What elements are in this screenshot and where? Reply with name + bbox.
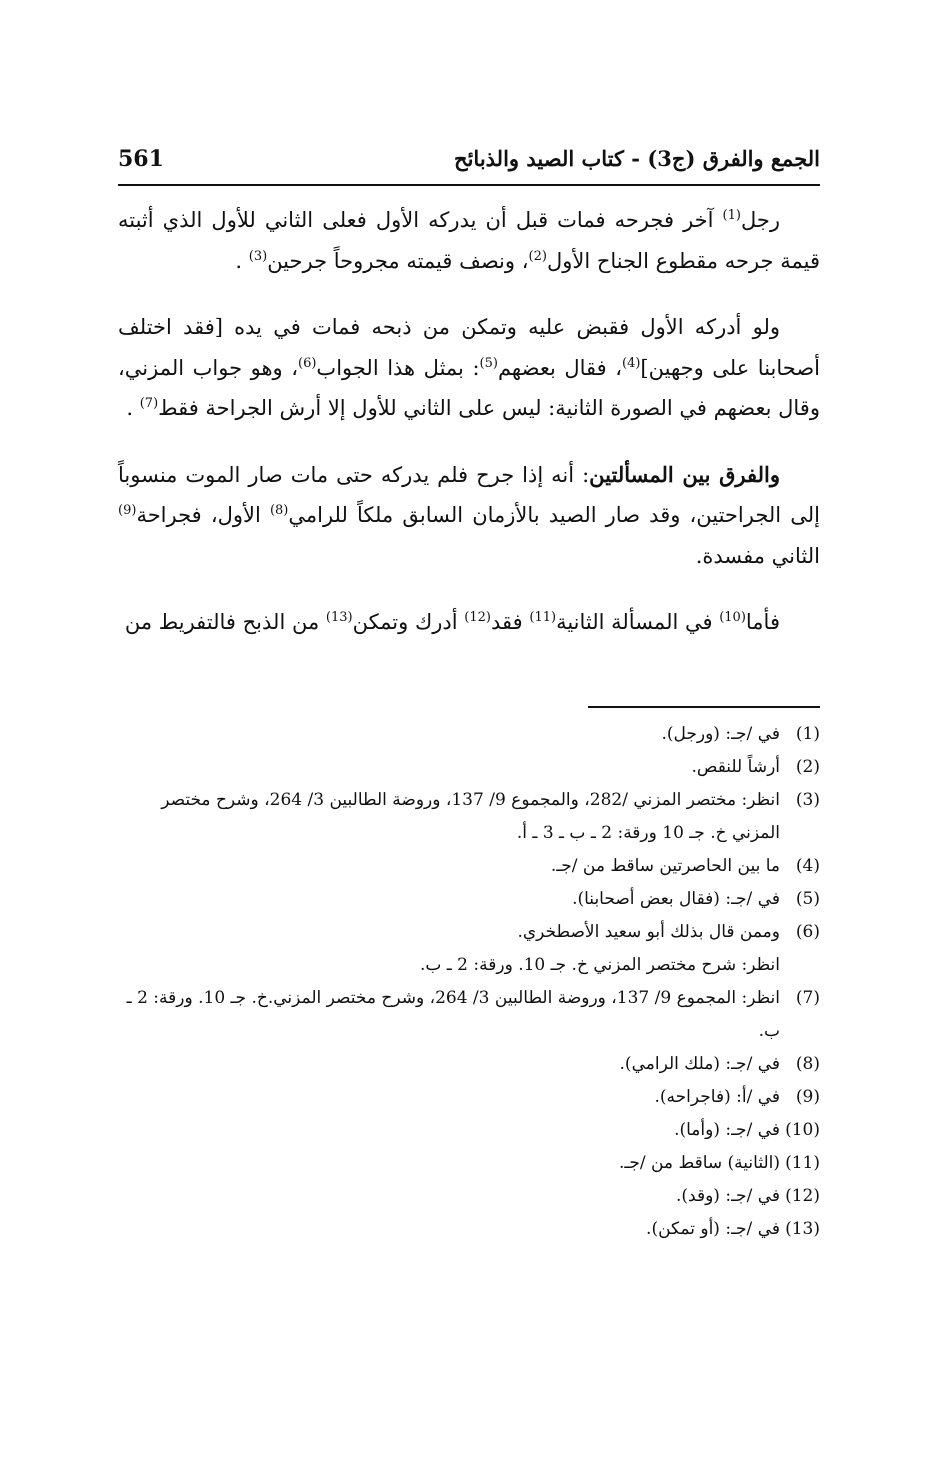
footnote-number: (11) bbox=[785, 1153, 820, 1173]
footnote: (4) ما بين الحاصرتين ساقط من /جـ. bbox=[118, 850, 820, 883]
footnote: (6) وممن قال بذلك أبو سعيد الأصطخري. انظر: شرح مختصر المزني خ. جـ 10. ورقة: 2 ـ ب. bbox=[118, 916, 820, 982]
paragraph-4: فأما$^{(10)}$ في المسألة الثانية$^{(11)}$ فقد$^{(12)}$ أدرك وتمكن$^{(13)}$ من الذبح فالتفريط من bbox=[124, 610, 780, 634]
footnote-ref[interactable]: (7) bbox=[139, 396, 159, 411]
footnote: (12) في /جـ: (وقد). bbox=[118, 1180, 820, 1213]
footnote-number: (12) bbox=[785, 1186, 820, 1206]
footnote: (10) في /جـ: (وأما). bbox=[118, 1114, 820, 1147]
paragraph-2: ولو أدركه الأول فقبض عليه وتمكن من ذبحه فمات في يده [فقد اختلف أصحابنا على وجهين]$^{(4)}$، فقال بعضهم$^{(5)}$: بمثل هذا الجواب$^{(6)}$، وهو جواب المزني، وقال بعضهم في الصورة الثانية: ليس على الثاني للأول إلا أرش الجراحة فقط$^{(7)}$ . bbox=[118, 315, 821, 420]
footnote-number: (13) bbox=[785, 1219, 820, 1239]
footnote-ref[interactable]: (1) bbox=[722, 208, 741, 223]
footnote: (13) في /جـ: (أو تمكن). bbox=[118, 1213, 820, 1246]
footnote-separator bbox=[588, 706, 820, 708]
paragraph-3: والفرق بين المسألتين: أنه إذا جرح فلم يدركه حتى مات صار الموت منسوباً إلى الجراحتين، وقد صار الصيد بالأزمان السابق ملكاً للرامي$^{(8)}$ الأول، فجراحة$^{(9)}$ الثاني مفسدة. bbox=[118, 461, 820, 568]
footnote-number: (6) bbox=[795, 922, 820, 942]
footnote-number: (8) bbox=[795, 1054, 820, 1074]
page-number: 561 bbox=[118, 146, 164, 172]
footnote-ref[interactable]: (8) bbox=[269, 503, 289, 518]
footnote-ref[interactable]: (6) bbox=[297, 355, 317, 371]
footnote-number: (7) bbox=[795, 988, 820, 1008]
footnote: (1) في /جـ: (ورجل). bbox=[118, 718, 820, 751]
footnote-number: (4) bbox=[795, 856, 820, 876]
main-text bbox=[118, 200, 820, 669]
section-lead: والفرق بين المسألتين bbox=[589, 461, 781, 487]
footnote: (5) في /جـ: (فقال بعض أصحابنا). bbox=[118, 883, 820, 916]
footnote-continuation: انظر: شرح مختصر المزني خ. جـ 10. ورقة: 2 ـ ب. bbox=[419, 955, 780, 975]
paragraph-1: رجل$^{(1)}$ آخر فجرحه فمات قبل أن يدركه الأول فعلى الثاني للأول الذي أثبته قيمة جرحه مقطوع الجناح الأول$^{(2)}$، ونصف قيمته مجروحاً جرحين$^{(3)}$ . bbox=[118, 208, 820, 273]
footnote: (7) انظر: المجموع 9/ 137، وروضة الطالبين 3/ 264، وشرح مختصر المزني.خ. جـ 10. ورقة: 2 ـ ب. bbox=[118, 982, 820, 1048]
footnote-ref[interactable]: (9) bbox=[118, 503, 137, 518]
footnote: (2) أرشاً للنقص. bbox=[118, 751, 820, 784]
page-header bbox=[118, 140, 820, 186]
running-title: الجمع والفرق (ج3) - كتاب الصيد والذبائح bbox=[454, 146, 820, 171]
footnote: (8) في /جـ: (ملك الرامي). bbox=[118, 1048, 820, 1081]
footnote-ref[interactable]: (13) bbox=[325, 610, 353, 625]
footnote: (11) (الثانية) ساقط من /جـ. bbox=[118, 1147, 820, 1180]
footnote-number: (9) bbox=[795, 1087, 820, 1107]
footnote-ref[interactable]: (11) bbox=[529, 610, 557, 625]
footnote-ref[interactable]: (10) bbox=[719, 610, 746, 625]
footnote-number: (10) bbox=[785, 1120, 820, 1140]
footnote-number: (3) bbox=[795, 790, 820, 810]
footnote-number: (5) bbox=[795, 889, 820, 909]
footnote-ref[interactable]: (3) bbox=[248, 248, 268, 264]
footnote-ref[interactable]: (2) bbox=[528, 248, 547, 264]
footnotes bbox=[118, 718, 820, 1246]
footnote-ref[interactable]: (4) bbox=[621, 355, 641, 371]
footnote: (3) انظر: مختصر المزني /282، والمجموع 9/ 137، وروضة الطالبين 3/ 264، وشرح مختصر المزني خ. جـ 10 ورقة: 2 ـ ب ـ 3 ـ أ. bbox=[118, 784, 820, 850]
footnote-number: (2) bbox=[795, 757, 820, 777]
footnote-number: (1) bbox=[795, 724, 820, 744]
footnote-ref[interactable]: (5) bbox=[479, 355, 498, 371]
footnote-ref[interactable]: (12) bbox=[464, 610, 491, 625]
footnote: (9) في /أ: (فاجراحه). bbox=[118, 1081, 820, 1114]
